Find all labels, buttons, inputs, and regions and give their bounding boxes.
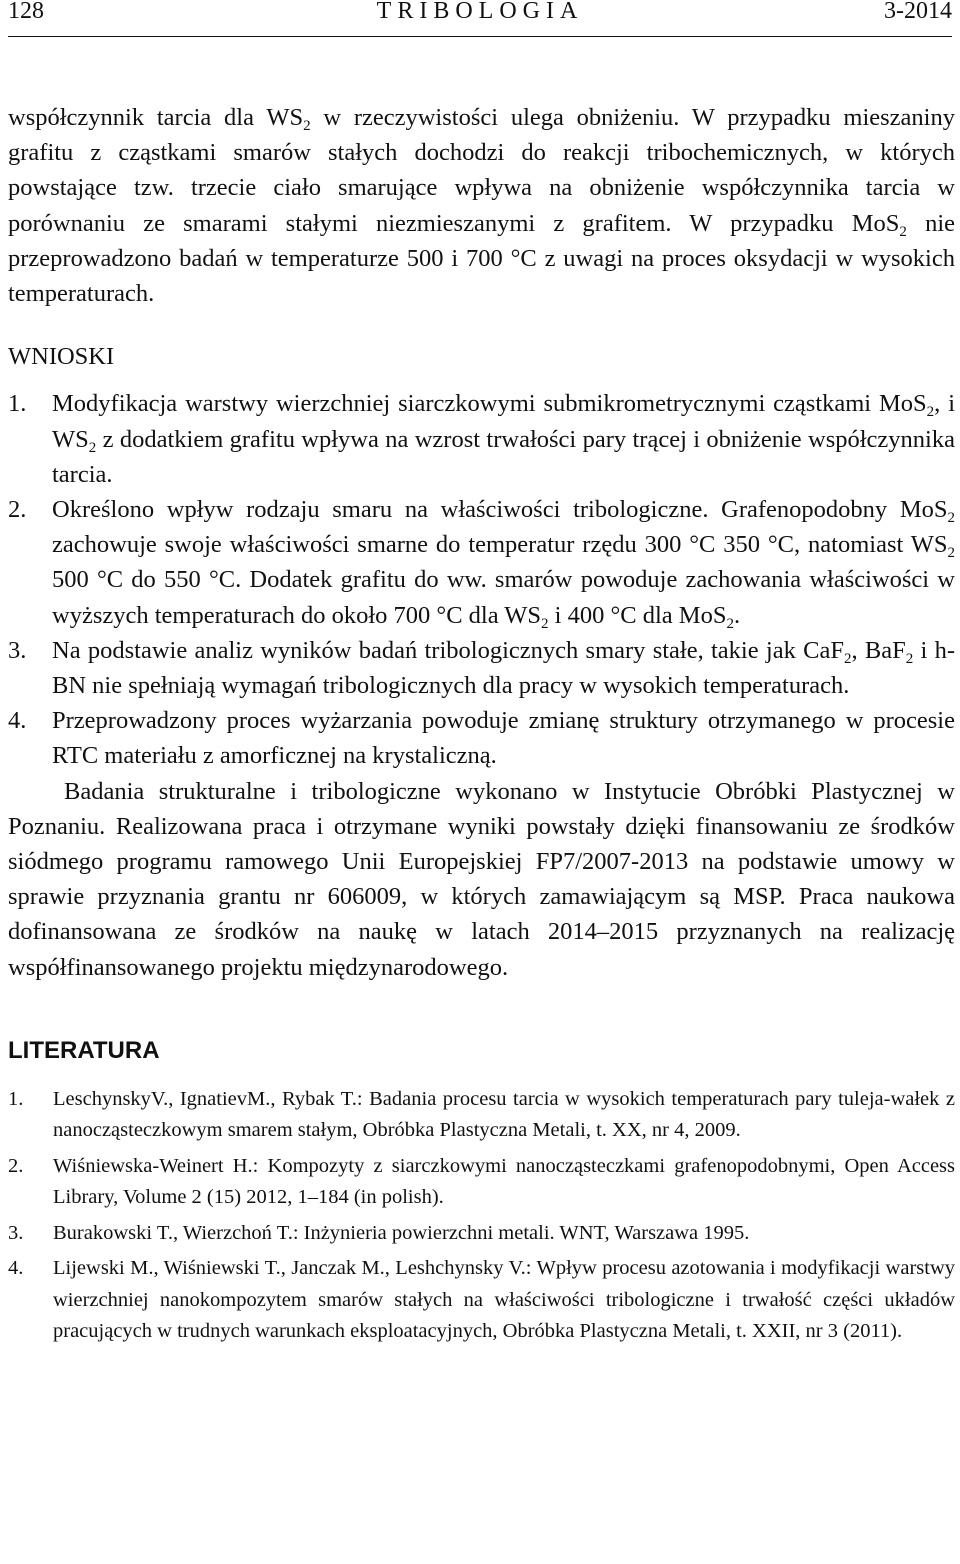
- reference-item: 3. Burakowski T., Wierzchoń T.: Inżynieria powierzchni metali. WNT, Warszawa 1995.: [8, 1221, 750, 1244]
- issue-number: 3-2014: [884, 0, 952, 24]
- reference-item: 2. Wiśniewska-Weinert H.: Kompozyty z siarczkowymi nanocząsteczkami grafenopodobnymi, Open Access Library, Volume 2 (15) 2012, 1–184 (in polish).: [8, 1154, 955, 1209]
- page-number: 128: [8, 0, 44, 24]
- intro-paragraph: współczynnik tarcia dla $WS_2$ w rzeczywistości ulega obniżeniu. W przypadku mieszaniny grafitu z cząstkami smarów stałych dochodzi do reakcji tribochemicznych, w których powstające tzw. trzecie ciało smarujące wpływa na obniżenie współczynnika tarcia w porównaniu ze smarami stałymi niezmieszanymi z grafitem. W przypadku MoS$_2$ nie przeprowadzono badań w temperaturze 500 i 700 °C z uwagi na proces oksydacji w wysokich temperaturach.: [8, 104, 956, 308]
- conclusions-heading: WNIOSKI: [8, 343, 115, 371]
- running-header: [8, 0, 952, 37]
- references-heading: LITERATURA: [8, 1036, 160, 1064]
- conclusion-item: 3. Na podstawie analiz wyników badań tribologicznych smary stałe, takie jak CaF$_2$, BaF$_2$ i h-BN nie spełniają wymagań tribologicznych dla pracy w wysokich temperaturach.: [8, 636, 955, 700]
- conclusion-item: 1. Modyfikacja warstwy wierzchniej siarczkowymi submikrometrycznymi cząstkami MoS$_2$, i $WS_2$ z dodatkiem grafitu wpływa na wzrost trwałości pary trącej i obniżenie współczynnika tarcia.: [8, 390, 955, 488]
- acknowledgement-paragraph: Badania strukturalne i tribologiczne wykonano w Instytucie Obróbki Plastycznej w Poznaniu. Realizowana praca i otrzymane wyniki powstały dzięki finansowaniu ze środków siódmego programu ramowego Unii Europejskiej FP7/2007-2013 na podstawie umowy w sprawie przyznania grantu nr 606009, w których zamawiającym są MSP. Praca naukowa dofinansowana ze środków na naukę w latach 2014–2015 przyznanych na realizację współfinansowanego projektu międzynarodowego.: [8, 777, 955, 981]
- conclusions-list: [8, 386, 955, 773]
- journal-title: TRIBOLOGIA: [376, 0, 584, 24]
- references-list: [8, 1084, 955, 1347]
- reference-item: 4. Lijewski M., Wiśniewski T., Janczak M., Leshchynsky V.: Wpływ procesu azotowania i modyfikacji warstwy wierzchniej nanokompozytem smarów stałych na właściwości tribologiczne i trwałość części układów pracujących w trudnych warunkach eksploatacyjnych, Obróbka Plastyczna Metali, t. XXII, nr 3 (2011).: [8, 1257, 955, 1342]
- conclusion-item: 2. Określono wpływ rodzaju smaru na właściwości tribologiczne. Grafenopodobny MoS$_2$ zachowuje swoje właściwości smarne do temperatur rzędu 300 °C 350 °C, natomiast $WS_2$ 500 °C do 550 °C. Dodatek grafitu do ww. smarów powoduje zachowania właściwości w wyższych temperaturach do około 700 °C dla $WS_2$ i 400 °C dla MoS$_2$.: [8, 496, 955, 632]
- conclusion-item: 4. Przeprowadzony proces wyżarzania powoduje zmianę struktury otrzymanego w procesie RTC materiału z amorficznej na krystaliczną.: [8, 707, 955, 770]
- page-body: [8, 100, 955, 1351]
- reference-item: 1. LeschynskyV., IgnatievM., Rybak T.: Badania procesu tarcia w wysokich temperaturach pary tuleja-wałek z nanocząsteczkowym smarem stałym, Obróbka Plastyczna Metali, t. XX, nr 4, 2009.: [8, 1088, 955, 1142]
